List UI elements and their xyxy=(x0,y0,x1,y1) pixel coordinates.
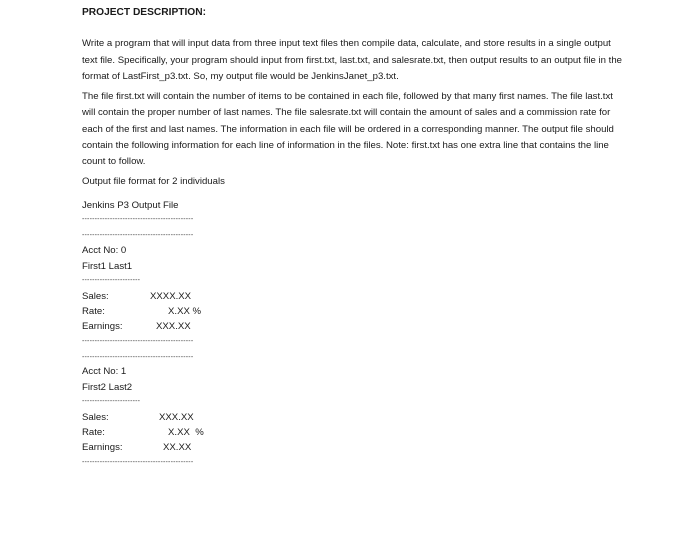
earnings-label: Earnings: xyxy=(82,442,123,453)
sales-value: XXX.XX xyxy=(159,412,194,423)
rate-value: X.XX % xyxy=(168,306,202,317)
record-name: First1 Last1 xyxy=(82,261,133,272)
page-title: PROJECT DESCRIPTION: xyxy=(82,7,206,18)
record-name: First2 Last2 xyxy=(82,382,133,393)
divider: -------------------------------------------- xyxy=(82,354,194,361)
rate-label: Rate: xyxy=(82,306,105,317)
sales-value: XXXX.XX xyxy=(150,291,192,302)
earnings-label: Earnings: xyxy=(82,321,123,332)
record-acct: Acct No: 0 xyxy=(82,245,127,256)
rate-label: Rate: xyxy=(82,427,105,438)
divider: -------------------------------------------- xyxy=(82,459,194,466)
divider: -------------------------------------------- xyxy=(82,232,194,239)
rate-value: X.XX % xyxy=(168,427,204,438)
divider: ----------------------- xyxy=(82,398,141,405)
files-paragraph: The file first.txt will contain the number of items to be contained in each file, followed by that many first names. The file last.txt will contain the proper number of last names. The file salesrate.txt will contain the amount of sales and a commission rate for each of the first and last names. The information in each file will be ordered in a corresponding manner. The output file should contain the following information for each line of information in the files. Note: first.txt has one extra line that contains the line count to follow. xyxy=(82,91,614,168)
output-title: Jenkins P3 Output File xyxy=(82,200,179,211)
sales-label: Sales: xyxy=(82,291,109,302)
earnings-value: XXX.XX xyxy=(156,321,191,332)
divider: ----------------------- xyxy=(82,277,141,284)
earnings-value: XX.XX xyxy=(163,442,192,453)
intro-paragraph: Write a program that will input data from three input text files then compile data, calculate, and store results in a single output text file. Specifically, your program should input from first.txt, last.txt, and salesrate.txt, then output results to an output file in the format of LastFirst_p3.txt. So, my output file would be JenkinsJanet_p3.txt. xyxy=(82,38,622,82)
format-note: Output file format for 2 individuals xyxy=(82,176,225,187)
record-acct: Acct No: 1 xyxy=(82,366,127,377)
divider: -------------------------------------------- xyxy=(82,338,194,345)
divider: -------------------------------------------- xyxy=(82,216,194,223)
sales-label: Sales: xyxy=(82,412,109,423)
